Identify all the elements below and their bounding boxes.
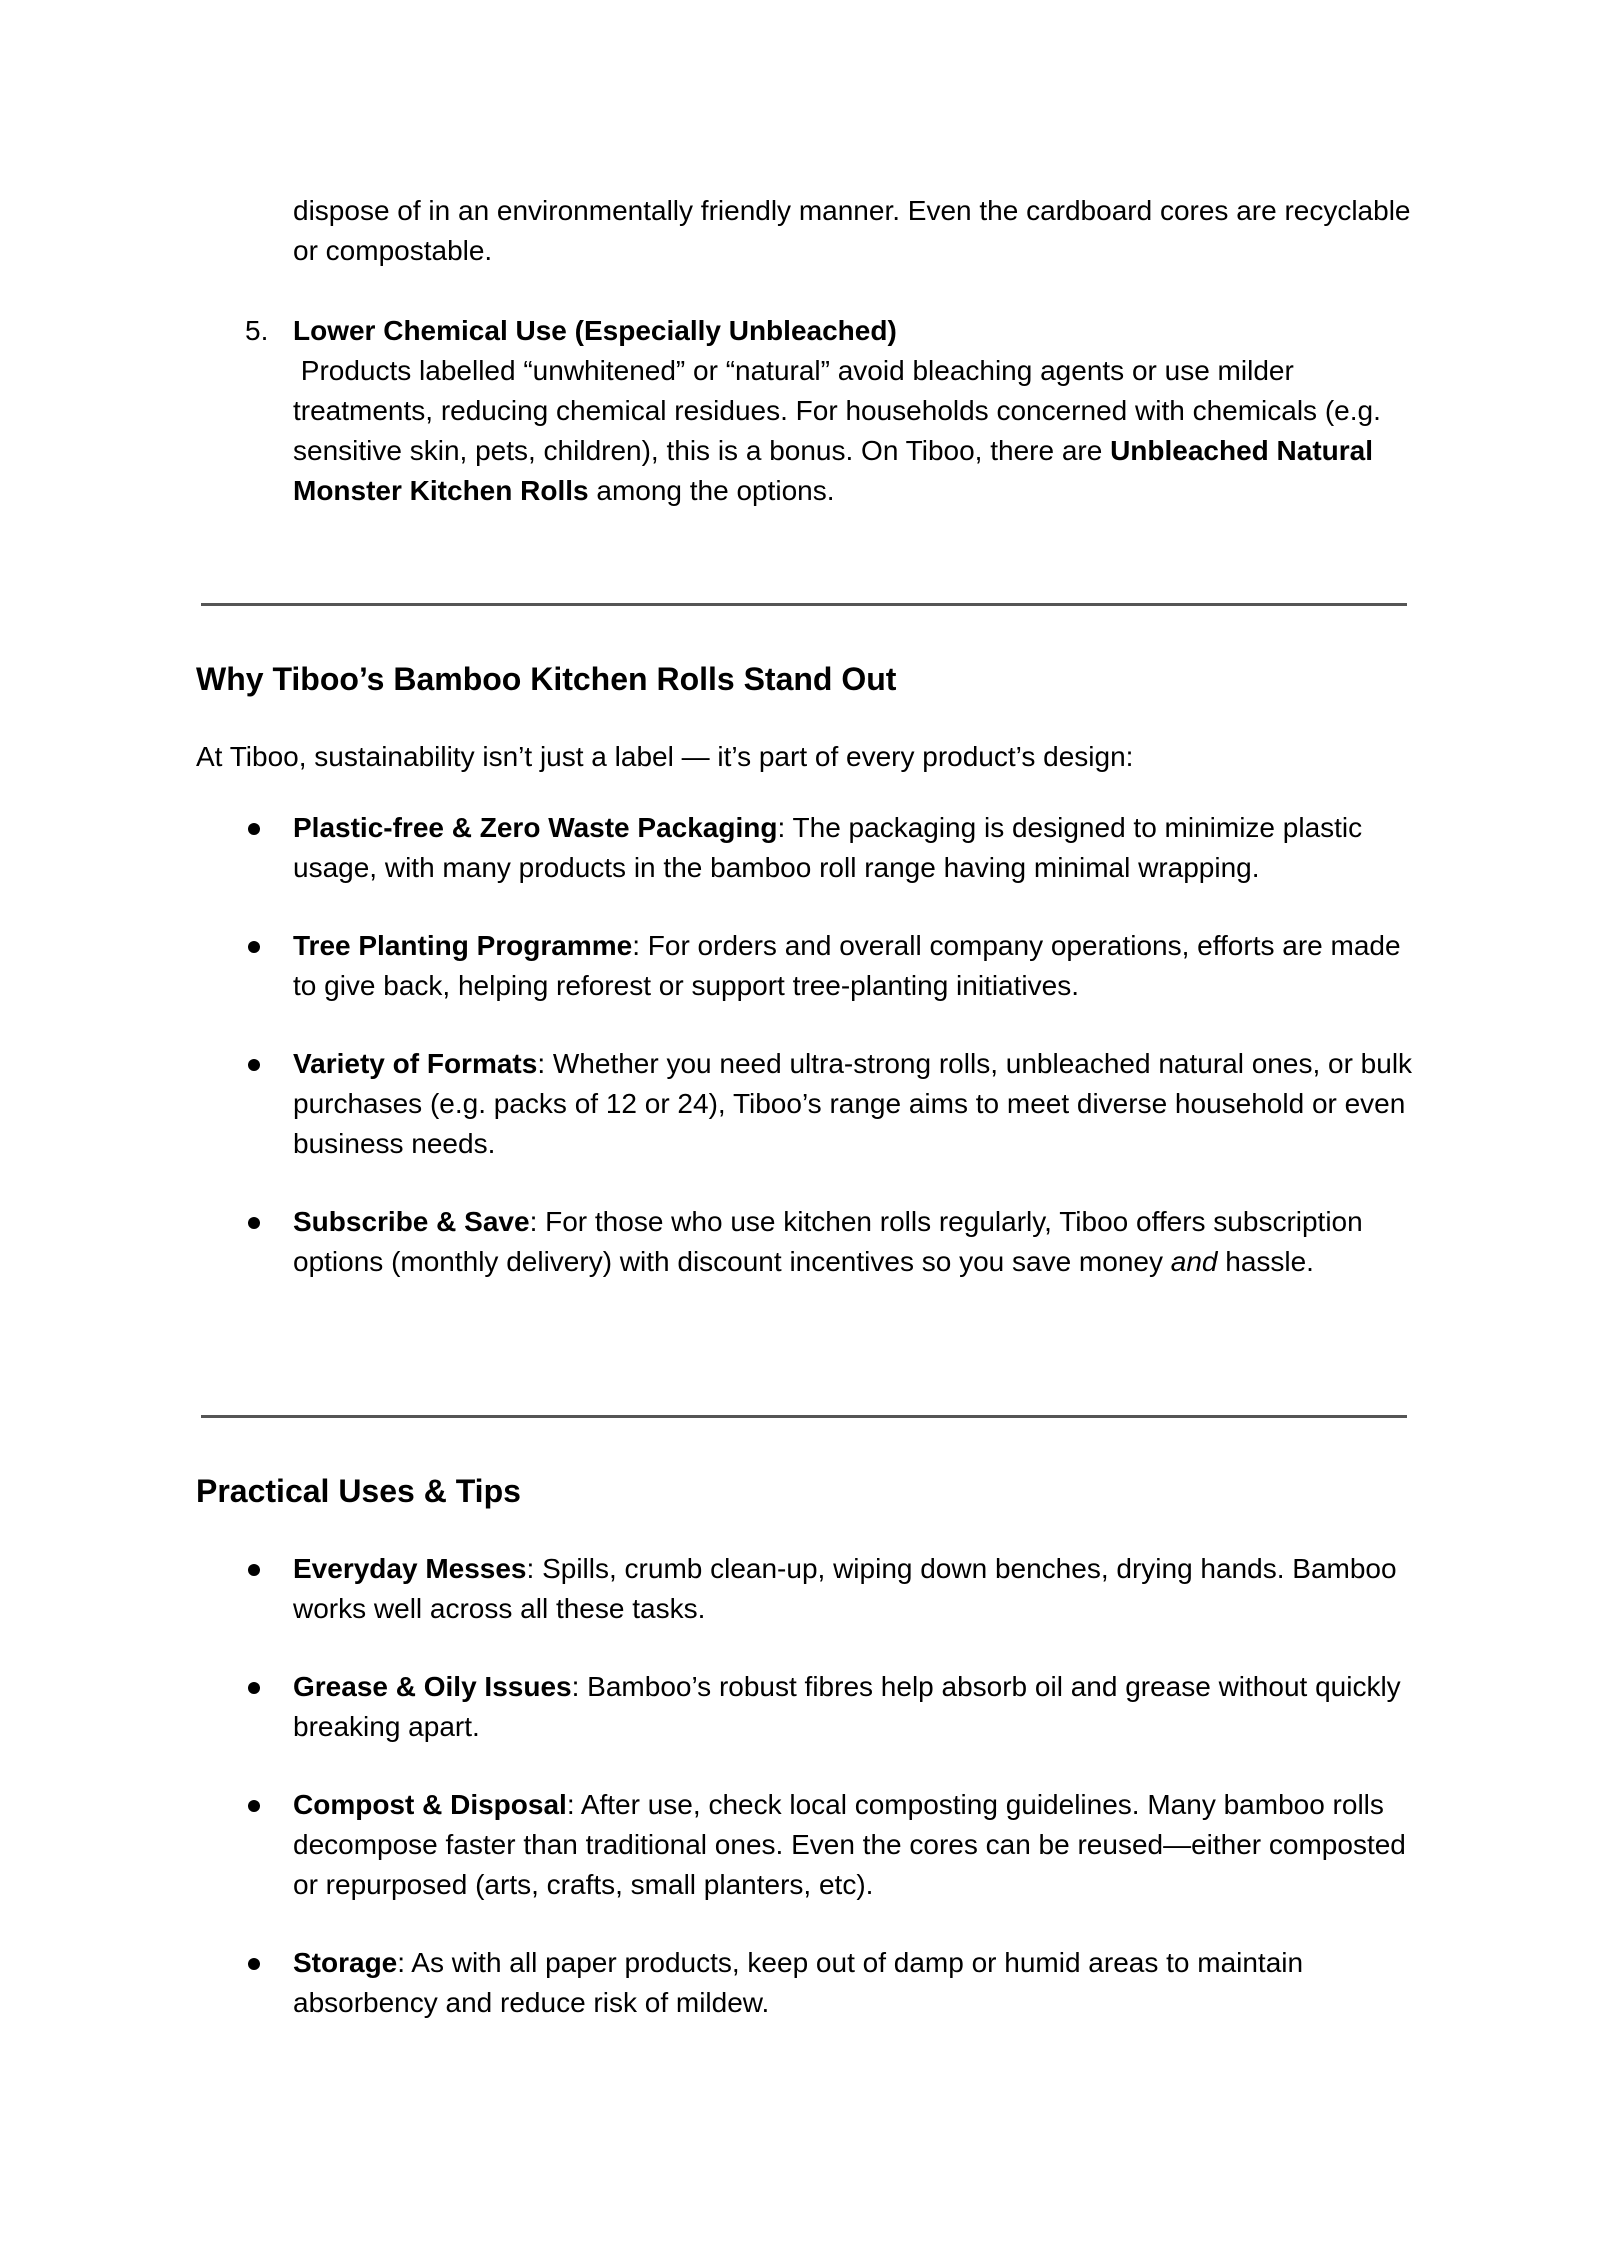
item-title: Lower Chemical Use (Especially Unbleached): [293, 315, 897, 346]
bullet-icon: [248, 1682, 260, 1694]
list-item: Everyday Messes: Spills, crumb clean-up, wiping down benches, drying hands. Bamboo works well across all these tasks.: [293, 1549, 1423, 1629]
item-term: Compost & Disposal: [293, 1789, 567, 1820]
section-intro: At Tiboo, sustainability isn’t just a label — it’s part of every product’s design:: [196, 741, 1134, 772]
bullet-icon: [248, 941, 260, 953]
item-term: Variety of Formats: [293, 1048, 538, 1079]
item-term: Tree Planting Programme: [293, 930, 633, 961]
continuation-paragraph: dispose of in an environmentally friendly manner. Even the cardboard cores are recyclable or compostable.: [293, 195, 1411, 266]
item-term: Everyday Messes: [293, 1553, 527, 1584]
bullet-icon: [248, 1958, 260, 1970]
item-term: Grease & Oily Issues: [293, 1671, 572, 1702]
item-term: Storage: [293, 1947, 398, 1978]
item-term: Subscribe & Save: [293, 1206, 530, 1237]
list-item: Plastic-free & Zero Waste Packaging: The packaging is designed to minimize plastic usage, with many products in the bamboo roll range having minimal wrapping.: [293, 808, 1423, 888]
horizontal-rule: [201, 1415, 1407, 1418]
list-number: 5.: [245, 315, 269, 346]
item-body: Products labelled “unwhitened” or “natural” avoid bleaching agents or use milder treatments, reducing chemical residues. For households concerned with chemicals (e.g. sensitive skin, pets, children), this is a bonus. On Tiboo, there are Unbleached Natural Monster Kitchen Rolls among the options.: [293, 355, 1381, 506]
bullet-icon: [248, 1800, 260, 1812]
section-heading-practical-uses: Practical Uses & Tips: [196, 1473, 521, 1509]
list-item: Compost & Disposal: After use, check local composting guidelines. Many bamboo rolls decompose faster than traditional ones. Even the cores can be reused—either composted or repurposed (arts, crafts, small planters, etc).: [293, 1785, 1423, 1905]
bullet-list-features: [293, 808, 1423, 1320]
bullet-icon: [248, 1059, 260, 1071]
list-item: Grease & Oily Issues: Bamboo’s robust fibres help absorb oil and grease without quickly breaking apart.: [293, 1667, 1423, 1747]
product-name: Unbleached Natural Monster Kitchen Rolls: [293, 435, 1374, 506]
item-term: Plastic-free & Zero Waste Packaging: [293, 812, 778, 843]
list-item: Variety of Formats: Whether you need ultra-strong rolls, unbleached natural ones, or bulk purchases (e.g. packs of 12 or 24), Tiboo’s range aims to meet diverse household or even business needs.: [293, 1044, 1423, 1164]
numbered-list-item: [245, 311, 1423, 511]
horizontal-rule: [201, 603, 1407, 606]
list-item: Storage: As with all paper products, keep out of damp or humid areas to maintain absorbency and reduce risk of mildew.: [293, 1943, 1423, 2023]
bullet-icon: [248, 1217, 260, 1229]
bullet-icon: [248, 823, 260, 835]
list-item: Tree Planting Programme: For orders and overall company operations, efforts are made to give back, helping reforest or support tree-planting initiatives.: [293, 926, 1423, 1006]
bullet-list-tips: [293, 1549, 1423, 2061]
list-item: Subscribe & Save: For those who use kitchen rolls regularly, Tiboo offers subscription options (monthly delivery) with discount incentives so you save money and hassle.: [293, 1202, 1423, 1282]
section-heading-why-tiboo: Why Tiboo’s Bamboo Kitchen Rolls Stand Out: [196, 661, 897, 697]
bullet-icon: [248, 1564, 260, 1576]
